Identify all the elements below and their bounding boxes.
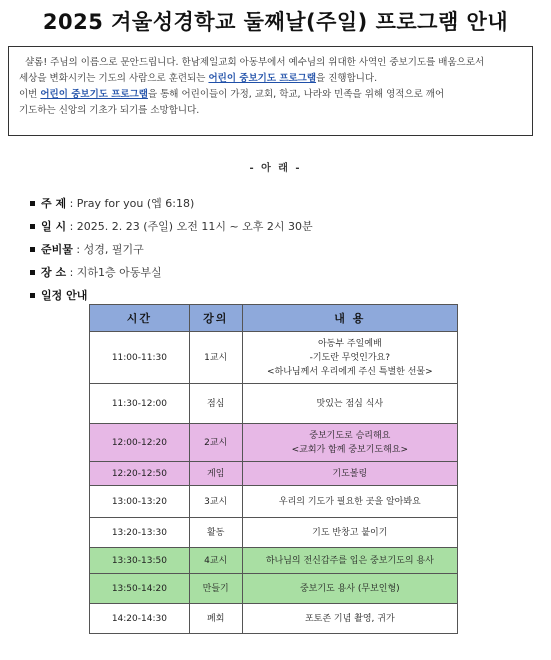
- cell-content: [242, 384, 457, 424]
- intro-line-4: 기도하는 신앙의 기초가 되기를 소망합니다.: [19, 105, 200, 116]
- content-line: <하나님께서 우리에게 주신 특별한 선물>: [267, 366, 433, 377]
- cell-session: 1교시: [189, 332, 242, 384]
- cell-time: 12:00-12:20: [90, 424, 190, 462]
- cell-time: 13:20-13:30: [90, 518, 190, 548]
- bullet-icon: [30, 270, 35, 275]
- cell-time: 14:20-14:30: [90, 604, 190, 634]
- cell-content: [242, 332, 457, 384]
- cell-time: 12:20-12:50: [90, 462, 190, 486]
- cell-session: 2교시: [189, 424, 242, 462]
- bullet-icon: [30, 201, 35, 206]
- content-line: 중보기도 용사 (무보인형): [299, 583, 400, 594]
- header-session: 강의: [189, 305, 242, 332]
- cell-content: [242, 574, 457, 604]
- cell-content: [242, 486, 457, 518]
- cell-content: [242, 462, 457, 486]
- content-line: 중보기도로 승리해요: [309, 430, 391, 441]
- cell-time: 11:00-11:30: [90, 332, 190, 384]
- cell-content: [242, 604, 457, 634]
- content-line: <교회가 함께 중보기도해요>: [291, 444, 409, 455]
- cell-content: [242, 424, 457, 462]
- page-title: 2025 겨울성경학교 둘째날(주일) 프로그램 안내: [42, 10, 509, 34]
- table-row: [90, 548, 458, 574]
- bullet-icon: [30, 224, 35, 229]
- table-row: [90, 384, 458, 424]
- schedule-header-row: [90, 305, 458, 332]
- cell-session: 폐회: [189, 604, 242, 634]
- detail-schedule-heading: 일정 안내: [30, 284, 313, 307]
- schedule-body: [90, 332, 458, 634]
- cell-time: 13:30-13:50: [90, 548, 190, 574]
- details-list: [30, 192, 313, 307]
- cell-content: [242, 518, 457, 548]
- detail-theme: 주 제 : Pray for you (엡 6:18): [30, 192, 313, 215]
- table-row: [90, 518, 458, 548]
- cell-time: 13:00-13:20: [90, 486, 190, 518]
- table-row: [90, 486, 458, 518]
- bullet-icon: [30, 293, 35, 298]
- cell-time: 11:30-12:00: [90, 384, 190, 424]
- detail-supplies: 준비물 : 성경, 필기구: [30, 238, 313, 261]
- cell-session: 활동: [189, 518, 242, 548]
- cell-time: 13:50-14:20: [90, 574, 190, 604]
- cell-session: 만들기: [189, 574, 242, 604]
- cell-session: 3교시: [189, 486, 242, 518]
- bullet-icon: [30, 247, 35, 252]
- section-divider: - 아 래 -: [249, 163, 302, 174]
- header-content: 내 용: [242, 305, 457, 332]
- header-time: 시간: [90, 305, 190, 332]
- cell-session: 4교시: [189, 548, 242, 574]
- table-row: [90, 462, 458, 486]
- content-line: 우리의 기도가 필요한 곳을 알아봐요: [278, 496, 421, 507]
- table-row: [90, 332, 458, 384]
- intro-line-1: 샬롬! 주님의 이름으로 문안드립니다. 한남제일교회 아동부에서 예수님의 위대한 사역인 중보기도를 배움으로서: [25, 57, 485, 68]
- cell-session: 게임: [189, 462, 242, 486]
- content-line: 아동부 주일예배: [317, 338, 382, 349]
- intro-box: [8, 46, 533, 136]
- content-line: 포토존 기념 촬영, 귀가: [304, 613, 395, 624]
- cell-session: 점심: [189, 384, 242, 424]
- detail-location: 장 소 : 지하1층 아동부실: [30, 261, 313, 284]
- table-row: [90, 604, 458, 634]
- intro-highlight-1: 어린이 중보기도 프로그램: [208, 73, 317, 84]
- content-line: 맛있는 점심 식사: [316, 398, 384, 409]
- content-line: 기도 반창고 붙이기: [312, 527, 388, 538]
- content-line: 기도볼링: [332, 468, 368, 479]
- content-line: -기도란 무엇인가요?: [309, 352, 391, 363]
- detail-date: 일 시 : 2025. 2. 23 (주일) 오전 11시 ~ 오후 2시 30분: [30, 215, 313, 238]
- table-row: [90, 424, 458, 462]
- intro-line-3: 이번 어린이 중보기도 프로그램을 통해 어린이들이 가정, 교회, 학교, 나라와 민족을 위해 영적으로 깨어: [19, 89, 445, 100]
- content-line: 하나님의 전신갑주를 입은 중보기도의 용사: [265, 555, 434, 566]
- schedule-table: [89, 304, 458, 634]
- table-row: [90, 574, 458, 604]
- intro-line-2: 세상을 변화시키는 기도의 사람으로 훈련되는 어린이 중보기도 프로그램을 진행합니다.: [19, 73, 378, 84]
- cell-content: [242, 548, 457, 574]
- intro-highlight-2: 어린이 중보기도 프로그램: [40, 89, 148, 100]
